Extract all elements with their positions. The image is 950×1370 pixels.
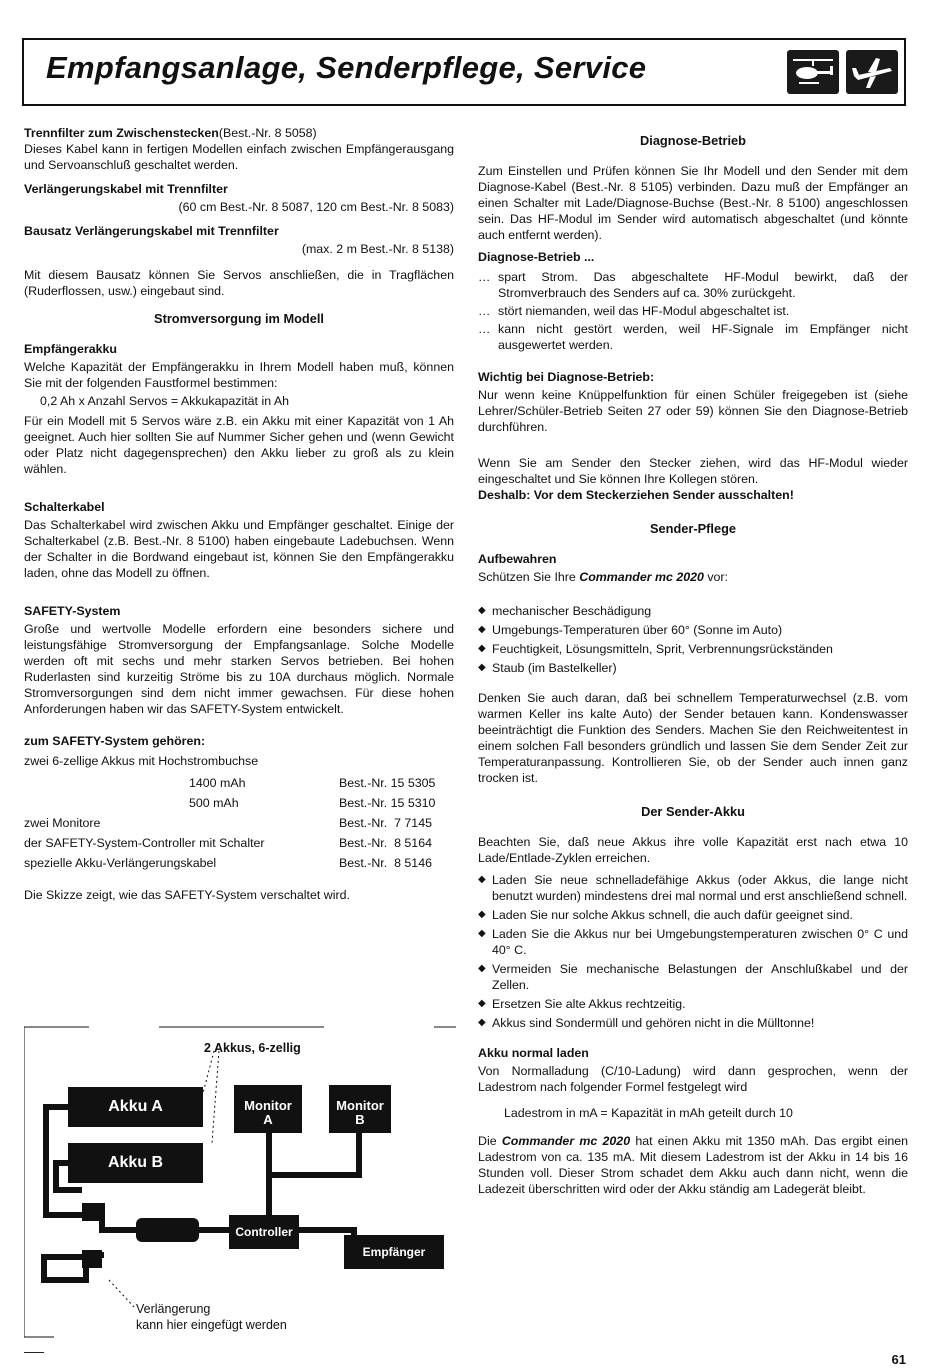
wichtig-text: Nur wenn keine Knüppelfunktion für einen Schüler freigegeben ist (siehe Lehrer/Schüler-Betrieb Seiten 27 oder 59) können Sie den Diagnose-Betrieb durchführen. bbox=[478, 388, 908, 434]
akku-a-block: Akku A bbox=[108, 1098, 163, 1115]
empfaengerakku-text: Welche Kapazität der Empfängerakku in Ihrem Modell haben muß, können Sie mit der folgenden Faustformel bestimmen: bbox=[24, 360, 454, 390]
list-item: … kann nicht gestört werden, weil HF-Signale im Empfänger nicht ausgewertet werden. bbox=[478, 321, 908, 353]
airplane-icon bbox=[846, 50, 898, 94]
diagnose-sub: Diagnose-Betrieb ... bbox=[478, 250, 595, 264]
table-row bbox=[24, 793, 454, 813]
schalterkabel-title: Schalterkabel bbox=[24, 500, 105, 514]
safety-title: SAFETY-System bbox=[24, 604, 121, 618]
verlaengerung-order-number: (60 cm Best.-Nr. 8 5087, 120 cm Best.-Nr. 8 5083) bbox=[178, 200, 454, 214]
akku-b-block: Akku B bbox=[107, 1154, 164, 1171]
skizze-text: Die Skizze zeigt, wie das SAFETY-System verschaltet wird. bbox=[24, 888, 350, 902]
page-header bbox=[22, 38, 906, 106]
list-item: ◆ mechanischer Beschädigung bbox=[478, 603, 908, 619]
product-name: Commander mc 2020 bbox=[579, 570, 704, 584]
aufbewahren-text-pre: Schützen Sie Ihre bbox=[478, 570, 580, 584]
table-cell-item: der SAFETY-System-Controller mit Schalter bbox=[24, 836, 265, 850]
safety-components-table bbox=[24, 773, 454, 873]
aufbewahren-text-post: vor: bbox=[703, 570, 729, 584]
safety-system-diagram bbox=[24, 1025, 456, 1345]
list-item: ◆ Staub (im Bastelkeller) bbox=[478, 660, 908, 676]
trennfilter-title: Trennfilter zum Zwischenstecken bbox=[24, 126, 219, 140]
list-item: ◆ Umgebungs-Temperaturen über 60° (Sonne im Auto) bbox=[478, 622, 908, 638]
verlaengerung-note bbox=[136, 1301, 287, 1333]
final-text bbox=[478, 1133, 908, 1197]
list-item: ◆ Laden Sie die Akkus nur bei Umgebungstemperaturen zwischen 0° C und 40° C. bbox=[478, 926, 908, 958]
diagram-label-akkus: 2 Akkus, 6-zellig bbox=[204, 1041, 301, 1055]
aufbewahren-points bbox=[478, 603, 908, 676]
table-cell-order-number: Best.-Nr. 7 7145 bbox=[339, 816, 432, 830]
controller-block: Controller bbox=[235, 1225, 293, 1239]
normal-laden-title: Akku normal laden bbox=[478, 1046, 589, 1060]
senderakku-points bbox=[478, 872, 908, 1031]
safety-components-title: zum SAFETY-System gehören: bbox=[24, 734, 206, 748]
list-item: … stört niemanden, weil das HF-Modul abgeschaltet ist. bbox=[478, 303, 908, 319]
table-row bbox=[24, 853, 454, 873]
schalterkabel-text: Das Schalterkabel wird zwischen Akku und Empfänger geschaltet. Einige der Schalterkabel (z.B. Best.-Nr. 8 5100) haben eingebaute Ladebuchsen. Wenn der Schalter in die Bordwand eingebaut ist, können Sie den Empfängerakku laden, ohne das Modell zu öffnen. bbox=[24, 518, 454, 580]
list-item: ◆ Laden Sie neue schnelladefähige Akkus (oder Akkus, die lange nicht benutzt wurden) mindestens drei mal normal und erst anschließend schnell. bbox=[478, 872, 908, 904]
senderakku-text: Beachten Sie, daß neue Akkus ihre volle Kapazität erst nach etwa 10 Lade/Entlade-Zyklen erreichen. bbox=[478, 835, 908, 865]
table-cell-item: 500 mAh bbox=[189, 796, 239, 810]
table-cell-item: 1400 mAh bbox=[189, 776, 246, 790]
final-text-post: hat einen Akku mit 1350 mAh. Das ergibt einen Ladestrom von ca. 135 mA. Mit diesem Ladestrom ist der Akku in 14 bis 16 Stunden voll. Dieser Strom schadet dem Akku auch dann nicht, wenn die Ladezeit überschritten wird oder der Akku ständig am Ladegerät bleibt. bbox=[478, 1134, 908, 1196]
stecker-warning: Deshalb: Vor dem Steckerziehen Sender ausschalten! bbox=[478, 488, 794, 502]
normal-laden-text: Von Normalladung (C/10-Ladung) wird dann gesprochen, wenn der Ladestrom nach folgender Formel festgelegt wird bbox=[478, 1064, 908, 1094]
table-row bbox=[24, 833, 454, 853]
list-item: ◆ Akkus sind Sondermüll und gehören nicht in die Mülltonne! bbox=[478, 1015, 908, 1031]
left-column bbox=[24, 125, 454, 909]
monitor-a-block bbox=[234, 1099, 302, 1127]
footer-rule bbox=[24, 1352, 44, 1353]
monitor-b-block bbox=[329, 1099, 391, 1127]
safety-components-intro: zwei 6-zellige Akkus mit Hochstrombuchse bbox=[24, 754, 259, 768]
bausatz-text: Mit diesem Bausatz können Sie Servos anschließen, die in Tragflächen (Ruderflossen, usw.) eingebaut sind. bbox=[24, 268, 454, 298]
diagnose-text: Zum Einstellen und Prüfen können Sie Ihr Modell und den Sender mit dem Diagnose-Kabel (Best.-Nr. 8 5105) verbinden. Dazu muß der Empfänger an einen Schalter mit Lade/Diagnose-Buchse (Best.-Nr. 8 5100) angeschlossen sein. Das HF-Modul im Sender wird automatisch abgeschaltet (und könnte auch entfernt werden). bbox=[478, 164, 908, 242]
trennfilter-text: Dieses Kabel kann in fertigen Modellen einfach zwischen Empfängerausgang und Servoanschluß geschaltet werden. bbox=[24, 142, 454, 172]
trennfilter-order-number: (Best.-Nr. 8 5058) bbox=[218, 126, 317, 140]
stromversorgung-heading: Stromversorgung im Modell bbox=[154, 311, 324, 326]
table-cell-order-number: Best.-Nr. 15 5310 bbox=[339, 796, 436, 810]
stecker-text: Wenn Sie am Sender den Stecker ziehen, wird das HF-Modul wieder eingeschaltet und Sie können Ihre Kollegen stören. bbox=[478, 456, 908, 486]
table-row bbox=[24, 773, 454, 793]
list-item: ◆ Feuchtigkeit, Lösungsmitteln, Sprit, Verbrennungsrückständen bbox=[478, 641, 908, 657]
diagnose-heading: Diagnose-Betrieb bbox=[640, 133, 746, 148]
table-cell-item: zwei Monitore bbox=[24, 816, 101, 830]
table-cell-order-number: Best.-Nr. 15 5305 bbox=[339, 776, 436, 790]
bausatz-order-number: (max. 2 m Best.-Nr. 8 5138) bbox=[301, 242, 454, 256]
empfaengerakku-formula: 0,2 Ah x Anzahl Servos = Akkukapazität in Ah bbox=[40, 394, 290, 408]
product-name: Commander mc 2020 bbox=[501, 1134, 631, 1148]
list-item: ◆ Vermeiden Sie mechanische Belastungen der Anschlußkabel und der Zellen. bbox=[478, 961, 908, 993]
monitor-a-label: Monitor bbox=[244, 1098, 292, 1113]
table-row bbox=[24, 813, 454, 833]
diagnose-points bbox=[478, 269, 908, 353]
list-item: ◆ Ersetzen Sie alte Akkus rechtzeitig. bbox=[478, 996, 908, 1012]
list-item: ◆ Laden Sie nur solche Akkus schnell, die auch dafür geeignet sind. bbox=[478, 907, 908, 923]
list-item: … spart Strom. Das abgeschaltete HF-Modul bewirkt, daß der Stromverbrauch des Senders auf ca. 30% zurückgeht. bbox=[478, 269, 908, 301]
empfaengerakku-text-2: Für ein Modell mit 5 Servos wäre z.B. ein Akku mit einer Kapazität von 1 Ah geeignet. Auch hier sollten Sie auf Nummer Sicher gehen und (wenn Gewicht oder Platz nicht dagegensprechen) den Akku lieber zu groß als zu klein wählen. bbox=[24, 414, 454, 476]
page-number: 61 bbox=[891, 1352, 906, 1367]
aufbewahren-text bbox=[478, 569, 908, 585]
final-text-pre: Die bbox=[478, 1134, 502, 1148]
senderakku-heading: Der Sender-Akku bbox=[641, 804, 745, 819]
table-cell-item: spezielle Akku-Verlängerungskabel bbox=[24, 856, 217, 870]
denken-text: Denken Sie auch daran, daß bei schnellem Temperaturwechsel (z.B. vom warmen Keller ins kalte Auto) der Sender betauen kann. Kondenswasser beeinträchtigt die Funktion des Senders. Machen Sie den Reichweitentest in einem solchen Fall besonders gründlich und lassen Sie dem Sender Zeit zur Temperaturanpassung. Kontrollieren Sie, ob der Sender auch innen ganz trocken ist. bbox=[478, 691, 908, 785]
monitor-b-sub: B bbox=[355, 1112, 365, 1127]
verlaengerung-sub: kann hier eingefügt werden bbox=[136, 1318, 287, 1332]
senderpflege-heading: Sender-Pflege bbox=[649, 521, 737, 536]
aufbewahren-title: Aufbewahren bbox=[478, 552, 557, 566]
verlaengerung-title: Verlängerungskabel mit Trennfilter bbox=[24, 182, 228, 196]
bausatz-title: Bausatz Verlängerungskabel mit Trennfilter bbox=[24, 224, 279, 238]
safety-text: Große und wertvolle Modelle erfordern eine besonders sichere und leistungsfähige Stromversorgung der Empfangsanlage. Solche Modelle werden oft mit sechs und mehr starken Servos betrieben. Bei hohen Ruderlasten sind kurzeitig Ströme bis zu 10A durchaus möglich. Normale Stromversorgungen sind dem nicht immer gewachsen. Für diese hohen Anforderungen haben wir das SAFETY-System entwickelt. bbox=[24, 622, 454, 716]
empfaenger-block: Empfänger bbox=[362, 1245, 426, 1259]
normal-laden-formula: Ladestrom in mA = Kapazität in mAh geteilt durch 10 bbox=[504, 1106, 793, 1120]
table-cell-order-number: Best.-Nr. 8 5164 bbox=[339, 836, 432, 850]
monitor-b-label: Monitor bbox=[336, 1098, 384, 1113]
helicopter-icon bbox=[787, 50, 839, 94]
wichtig-title: Wichtig bei Diagnose-Betrieb: bbox=[478, 370, 655, 384]
empfaengerakku-title: Empfängerakku bbox=[24, 342, 117, 356]
table-cell-order-number: Best.-Nr. 8 5146 bbox=[339, 856, 432, 870]
verlaengerung-label: Verlängerung bbox=[136, 1302, 211, 1316]
page-title: Empfangsanlage, Senderpflege, Service bbox=[46, 50, 647, 85]
monitor-a-sub: A bbox=[263, 1112, 273, 1127]
right-column bbox=[478, 125, 908, 1203]
